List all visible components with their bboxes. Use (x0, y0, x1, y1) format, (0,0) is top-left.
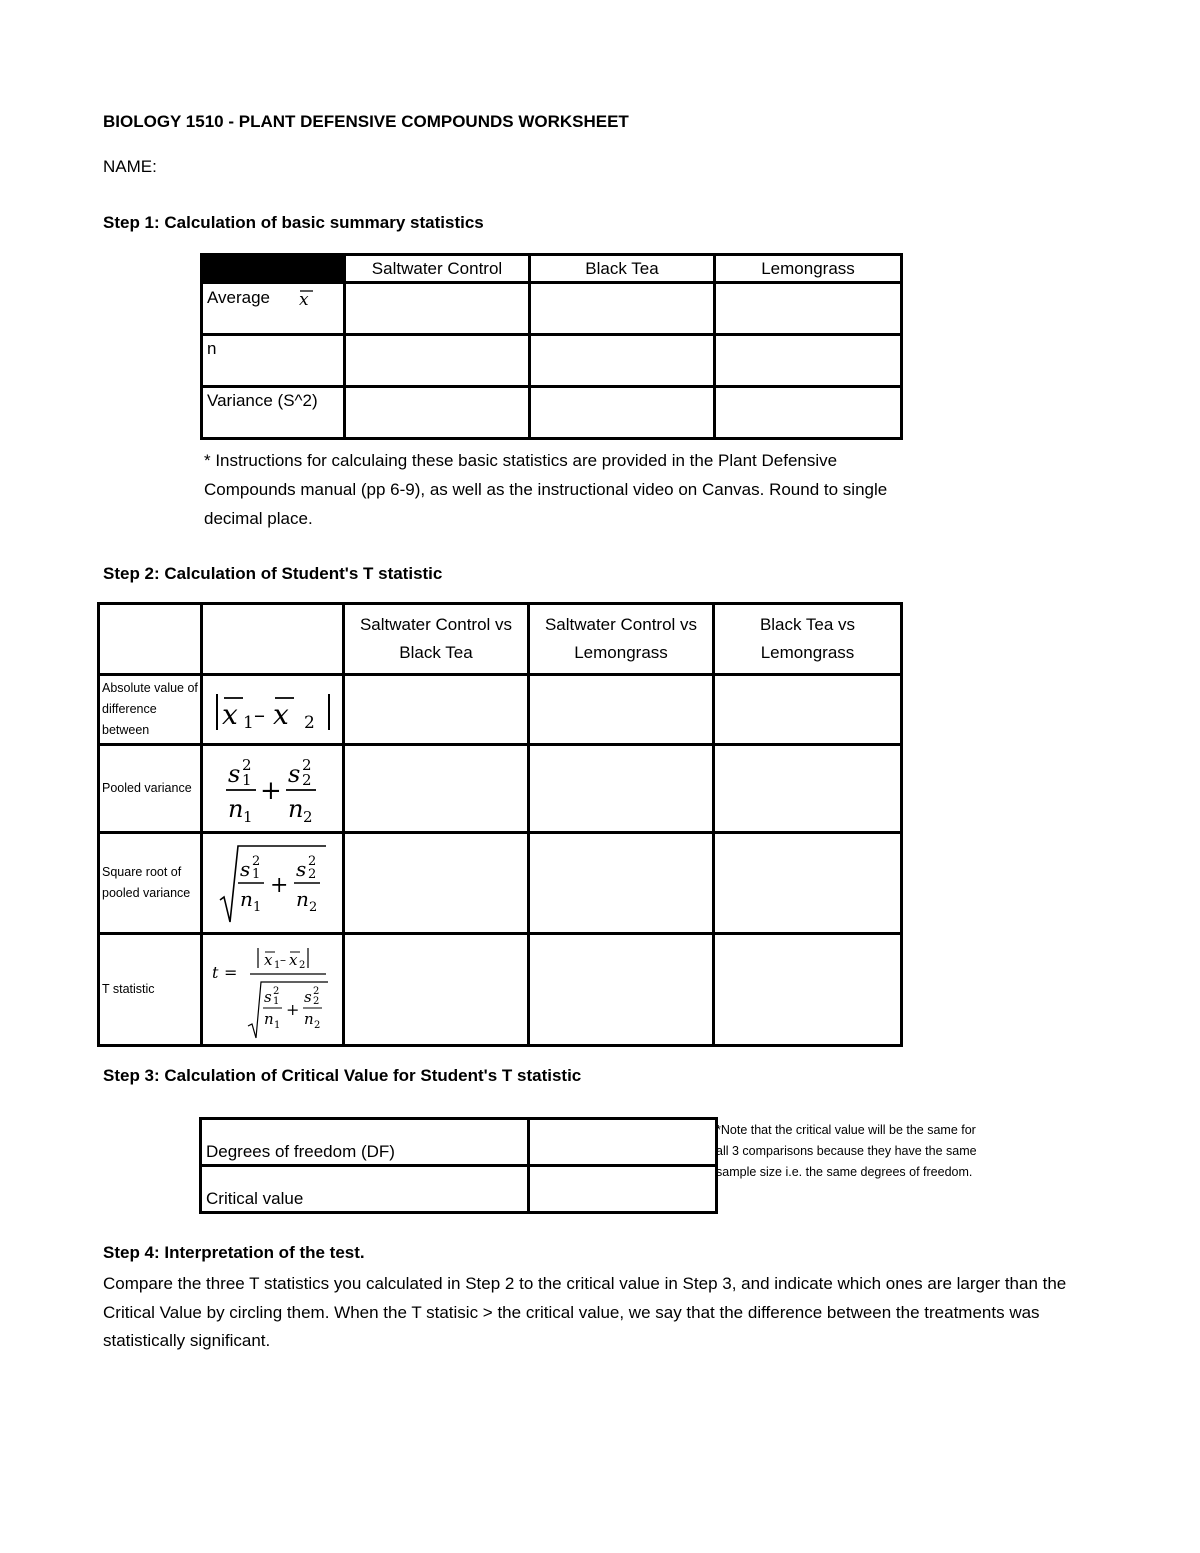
answer-cell[interactable] (715, 387, 902, 439)
row-label-text: Average (207, 288, 271, 307)
svg-text:1: 1 (242, 712, 254, 733)
worksheet-title: BIOLOGY 1510 - PLANT DEFENSIVE COMPOUNDS WORKSHEET (103, 112, 629, 131)
pooled-variance-formula (202, 745, 344, 833)
svg-text:1: 1 (252, 900, 261, 915)
svg-text:2: 2 (301, 770, 312, 789)
square-root-formula (202, 833, 344, 934)
svg-text:–: – (253, 702, 265, 728)
answer-cell[interactable] (715, 283, 902, 335)
answer-cell[interactable] (529, 675, 714, 745)
answer-cell[interactable] (714, 833, 902, 934)
answer-cell[interactable] (714, 745, 902, 833)
svg-text:1: 1 (273, 1019, 280, 1031)
answer-cell[interactable] (530, 283, 715, 335)
svg-text:2: 2 (241, 755, 252, 774)
header-empty-cell (99, 604, 202, 675)
row-label-critical-value: Critical value (201, 1166, 529, 1213)
svg-text:2: 2 (308, 900, 317, 915)
answer-cell[interactable] (714, 934, 902, 1046)
svg-text:n: n (287, 794, 303, 823)
svg-text:2: 2 (313, 1019, 320, 1031)
row-label-n: n (202, 335, 345, 387)
answer-cell[interactable] (345, 283, 530, 335)
column-header (344, 604, 529, 675)
svg-text:n: n (295, 887, 309, 911)
answer-cell[interactable] (715, 335, 902, 387)
svg-text:2: 2 (302, 807, 313, 826)
row-label-pooled-variance: Pooled variance (99, 745, 202, 833)
row-label-t-statistic: T statistic (99, 934, 202, 1046)
column-header-line2: Black Tea (399, 643, 473, 662)
svg-text:x: x (288, 950, 297, 969)
svg-text:2: 2 (312, 995, 319, 1007)
column-header (529, 604, 714, 675)
svg-text:s: s (263, 987, 272, 1006)
answer-cell[interactable] (345, 335, 530, 387)
svg-text:x: x (272, 697, 289, 731)
column-header-line1: Saltwater Control vs (544, 615, 698, 634)
svg-text:x: x (298, 290, 309, 307)
svg-text:s: s (287, 759, 300, 788)
svg-text:2: 2 (307, 867, 316, 882)
answer-cell[interactable] (530, 335, 715, 387)
name-label: NAME: (103, 157, 157, 176)
t-statistic-table (97, 602, 903, 1047)
svg-text:2: 2 (301, 755, 312, 774)
svg-text:1: 1 (273, 959, 280, 971)
svg-text:2: 2 (307, 854, 316, 869)
step1-heading: Step 1: Calculation of basic summary statistics (103, 213, 484, 232)
svg-text:1: 1 (241, 770, 252, 789)
answer-cell[interactable] (529, 833, 714, 934)
absolute-difference-formula (202, 675, 344, 745)
column-header-line1: Saltwater Control vs (359, 615, 513, 634)
row-label-square-root: Square root of pooled variance (99, 833, 202, 934)
step4-instructions: Compare the three T statistics you calculated in Step 2 to the critical value in Step 3, and indicate which ones are larger than the Critical Value by circling them. When the T statisic > the critical value, we say that the difference between the treatments was statistically significant. (103, 1274, 1067, 1350)
svg-text:s: s (227, 759, 240, 788)
column-header: Black Tea (530, 255, 715, 283)
svg-text:1: 1 (251, 867, 260, 882)
critical-value-table (199, 1117, 718, 1214)
t-statistic-formula (202, 934, 344, 1046)
svg-text:x: x (221, 697, 238, 731)
summary-statistics-table (200, 253, 903, 440)
answer-cell[interactable] (344, 833, 529, 934)
svg-text:n: n (227, 794, 243, 823)
svg-text:1: 1 (272, 995, 279, 1007)
svg-text:2: 2 (272, 985, 279, 997)
svg-text:n: n (263, 1009, 274, 1028)
header-empty-cell (202, 604, 344, 675)
row-label-absolute-difference: Absolute value of difference between (99, 675, 202, 745)
step2-heading: Step 2: Calculation of Student's T statistic (103, 564, 443, 583)
svg-text:s: s (303, 987, 312, 1006)
answer-cell[interactable] (344, 675, 529, 745)
svg-text:2: 2 (303, 712, 315, 733)
svg-text:=: = (223, 962, 237, 982)
header-corner-cell (202, 255, 345, 283)
answer-cell[interactable] (529, 934, 714, 1046)
answer-cell[interactable] (529, 745, 714, 833)
answer-cell[interactable] (344, 934, 529, 1046)
step3-note: *Note that the critical value will be the same for all 3 comparisons because they have the same sample size i.e. the same degrees of freedom. (716, 1123, 977, 1179)
svg-text:2: 2 (312, 985, 319, 997)
svg-text:n: n (239, 887, 253, 911)
svg-text:+: + (285, 999, 299, 1019)
column-header-line2: Lemongrass (760, 643, 855, 662)
svg-text:2: 2 (298, 959, 305, 971)
answer-cell[interactable] (714, 675, 902, 745)
row-label-average (202, 283, 345, 335)
step3-heading: Step 3: Calculation of Critical Value for Student's T statistic (103, 1066, 582, 1085)
svg-text:x: x (263, 950, 272, 969)
column-header: Saltwater Control (345, 255, 530, 283)
svg-text:2: 2 (251, 854, 260, 869)
row-label-variance: Variance (S^2) (202, 387, 345, 439)
answer-cell[interactable] (345, 387, 530, 439)
column-header (714, 604, 902, 675)
answer-cell[interactable] (529, 1166, 717, 1213)
step1-note: * Instructions for calculaing these basic statistics are provided in the Plant Defensive Compounds manual (pp 6-9), as well as the instructional video on Canvas. Round to single decimal place. (204, 451, 888, 528)
svg-text:s: s (295, 857, 306, 881)
answer-cell[interactable] (529, 1119, 717, 1166)
svg-text:+: + (259, 775, 282, 806)
svg-text:t: t (211, 962, 218, 982)
svg-text:–: – (279, 952, 286, 967)
step4-heading: Step 4: Interpretation of the test. (103, 1243, 365, 1262)
column-header: Lemongrass (715, 255, 902, 283)
x-bar-symbol (297, 288, 315, 307)
answer-cell[interactable] (530, 387, 715, 439)
svg-text:n: n (303, 1009, 314, 1028)
column-header-line2: Lemongrass (574, 643, 668, 662)
svg-text:s: s (239, 857, 250, 881)
svg-text:1: 1 (242, 807, 253, 826)
column-header-line1: Black Tea vs (759, 615, 856, 634)
row-label-degrees-of-freedom: Degrees of freedom (DF) (201, 1119, 529, 1166)
answer-cell[interactable] (344, 745, 529, 833)
svg-text:+: + (269, 873, 288, 898)
